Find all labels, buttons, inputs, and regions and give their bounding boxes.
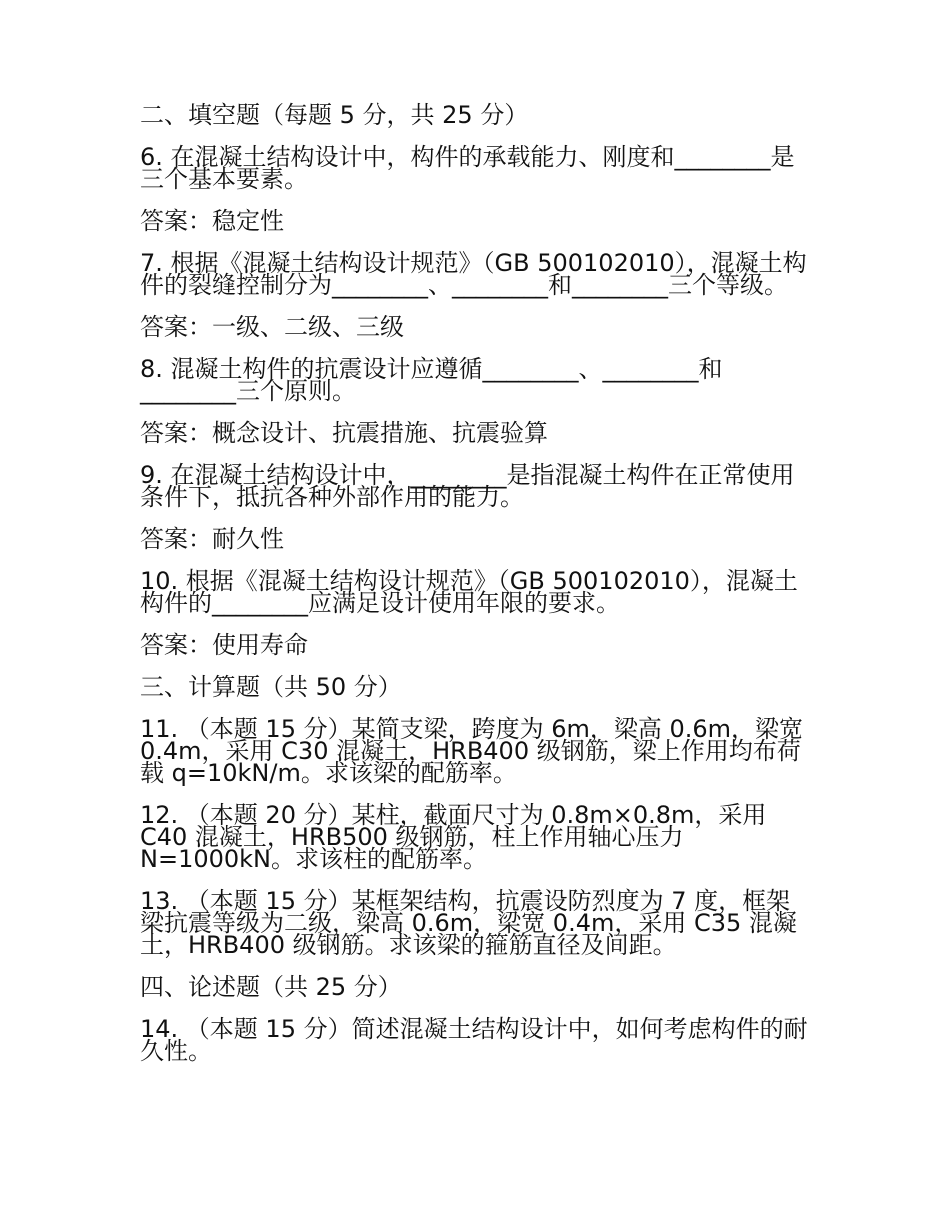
question-13: 13. （本题 15 分）某框架结构，抗震设防烈度为 7 度，框架梁抗震等级为二级，梁高 0.6m，梁宽 0.4m，采用 C35 混凝土，HRB400 级钢筋。求该梁的箍筋直径及间距。 — [140, 887, 797, 959]
question-7: 7. 根据《混凝土结构设计规范》（GB 500102010），混凝土构件的裂缝控制分为________、________和________三个等级。 — [140, 249, 807, 299]
question-12: 12. （本题 20 分）某柱，截面尺寸为 0.8m×0.8m，采用 C40 混凝土，HRB500 级钢筋，柱上作用轴心压力 N=1000kN。求该柱的配筋率。 — [140, 801, 775, 873]
section-heading-essay: 四、论述题（共 25 分） — [140, 973, 402, 1001]
section-heading-calculation: 三、计算题（共 50 分） — [140, 673, 402, 701]
answer-10: 答案：使用寿命 — [140, 631, 308, 659]
answer-7: 答案：一级、二级、三级 — [140, 313, 404, 341]
answer-8: 答案：概念设计、抗震措施、抗震验算 — [140, 419, 548, 447]
question-8: 8. 混凝土构件的抗震设计应遵循________、________和________三个原则。 — [140, 355, 723, 405]
question-10: 10. 根据《混凝土结构设计规范》（GB 500102010），混凝土构件的________应满足设计使用年限的要求。 — [140, 567, 798, 617]
answer-9: 答案：耐久性 — [140, 525, 284, 553]
answer-6: 答案：稳定性 — [140, 207, 284, 235]
question-9: 9. 在混凝土结构设计中，________是指混凝土构件在正常使用条件下，抵抗各种外部作用的能力。 — [140, 461, 795, 511]
question-14: 14. （本题 15 分）简述混凝土结构设计中，如何考虑构件的耐久性。 — [140, 1015, 808, 1065]
question-11: 11. （本题 15 分）某简支梁，跨度为 6m，梁高 0.6m，梁宽 0.4m，采用 C30 混凝土，HRB400 级钢筋，梁上作用均布荷载 q=10kN/m。求该梁的配筋率。 — [140, 715, 811, 787]
section-heading-fill-blank: 二、填空题（每题 5 分，共 25 分） — [140, 101, 529, 129]
document-page — [140, 101, 812, 1082]
question-6: 6. 在混凝土结构设计中，构件的承载能力、刚度和________是三个基本要素。 — [140, 143, 795, 193]
